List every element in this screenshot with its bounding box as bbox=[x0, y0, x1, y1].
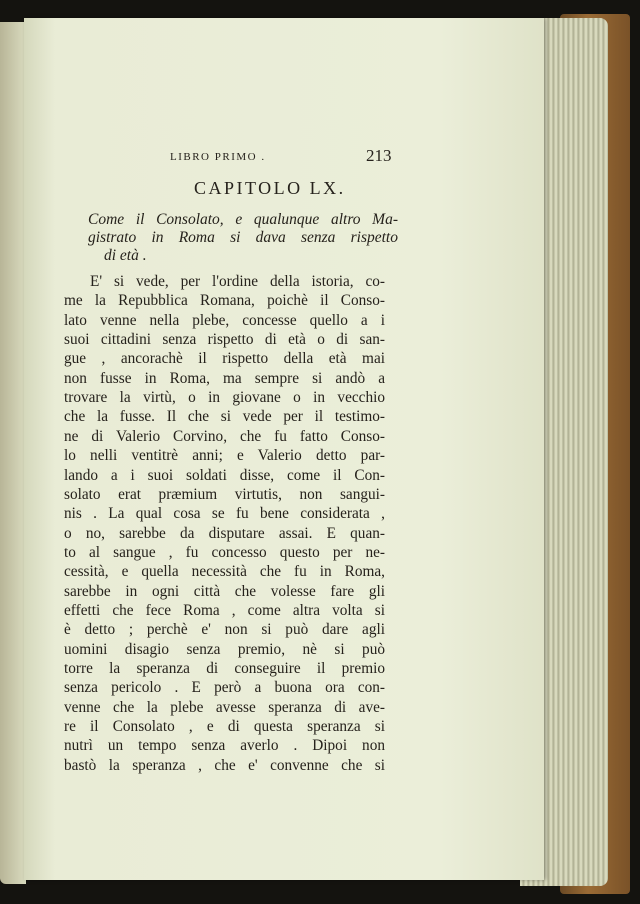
body-line: venne che la plebe avesse speranza di ave- bbox=[64, 698, 385, 716]
body-line: gue , ancorachè il rispetto della età mai bbox=[64, 350, 385, 368]
body-line: re il Consolato , e di questa speranza si bbox=[64, 718, 385, 736]
body-line: cessità, e quella necessità che fu in Roma, bbox=[64, 563, 385, 581]
body-line: sarebbe in ogni città che volesse fare gli bbox=[64, 582, 385, 600]
body-line: nutrì un tempo senza averlo . Dipoi non bbox=[64, 737, 385, 755]
book-page bbox=[24, 18, 544, 880]
body-line: non fusse in Roma, ma sempre si andò a bbox=[64, 369, 385, 387]
chapter-title: CAPITOLO LX. bbox=[194, 178, 346, 198]
body-line: lato venne nella plebe, concesse quello a i bbox=[64, 311, 385, 329]
body-line: E' si vede, per l'ordine della istoria, co- bbox=[90, 273, 385, 290]
running-title: LIBRO PRIMO . bbox=[170, 151, 266, 163]
body-line: trovare la virtù, o in giovane o in vecchio bbox=[64, 389, 385, 407]
body-line: solato erat præmium virtutis, non sangui- bbox=[64, 485, 385, 503]
body-line: che la fusse. Il che si vede per il testimo- bbox=[64, 408, 385, 426]
body-line: bastò la speranza , che e' convenne che si bbox=[64, 756, 385, 774]
facing-page-edge bbox=[0, 22, 26, 884]
body-line: lo nelli ventitrè anni; e Valerio detto par- bbox=[64, 447, 385, 465]
body-line: suoi cittadini senza rispetto di età o di san- bbox=[64, 331, 385, 349]
body-line: nis . La qual cosa se fu bene considerata , bbox=[64, 505, 385, 523]
body-line: uomini disagio senza premio, nè si può bbox=[64, 640, 385, 658]
chapter-subtitle-line: gistrato in Roma si dava senza rispetto bbox=[88, 229, 398, 246]
body-line: effetti che fece Roma , come altra volta si bbox=[64, 601, 385, 619]
page-number: 213 bbox=[366, 146, 392, 165]
body-line: lando a i suoi soldati disse, come il Con- bbox=[64, 466, 385, 484]
body-line: senza pericolo . E però a buona ora con- bbox=[64, 679, 385, 697]
body-line: to al sangue , fu concesso questo per ne- bbox=[64, 543, 385, 561]
chapter-subtitle-line: di età . bbox=[104, 247, 147, 264]
body-line: ne di Valerio Corvino, che fu fatto Conso- bbox=[64, 427, 385, 445]
body-line: me la Repubblica Romana, poichè il Conso- bbox=[64, 292, 385, 310]
body-line: torre la speranza di conseguire il premio bbox=[64, 660, 385, 677]
chapter-subtitle-line: Come il Consolato, e qualunque altro Ma- bbox=[88, 211, 398, 228]
body-line: o no, sarebbe da disputare assai. E quan- bbox=[64, 524, 385, 542]
body-line: è detto ; perchè e' non si può dare agli bbox=[64, 621, 385, 639]
